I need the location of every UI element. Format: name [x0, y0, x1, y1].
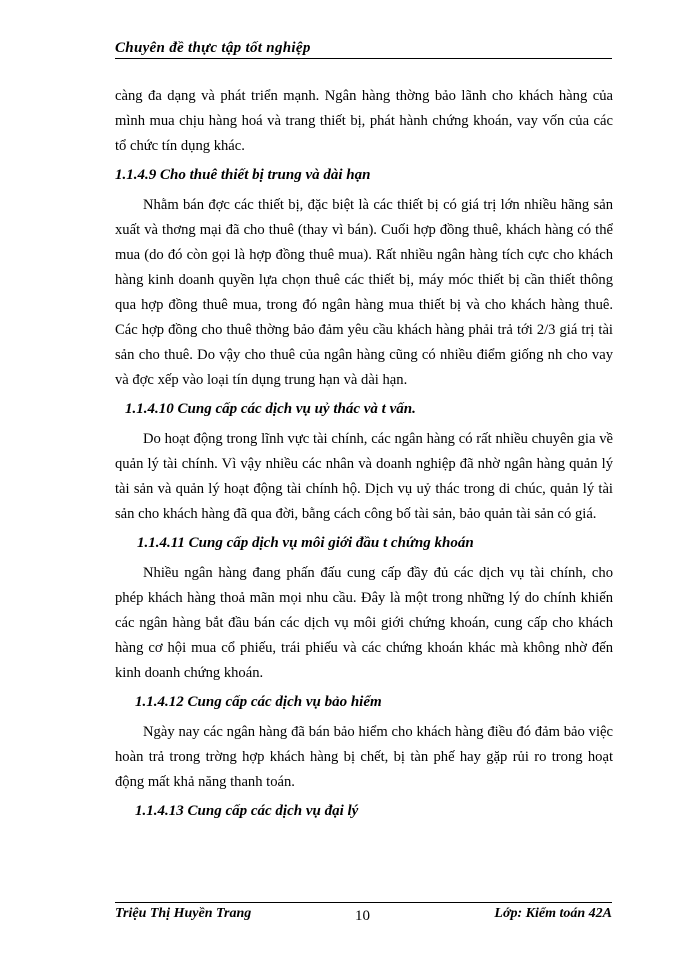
paragraph-brokerage: Nhiều ngân hàng đang phấn đấu cung cấp đầy đủ các dịch vụ tài chính, cho phép khách hàng thoả mãn mọi nhu cầu. Đây là một trong những lý do chính khiến các ngân hàng bắt đầu bán các dịch vụ môi giới chứng khoán, cung cấp cho khách hàng cơ hội mua cổ phiếu, trái phiếu và các chứng khoán khác mà không nhờ đến kinh doanh chứng khoán. — [115, 565, 613, 681]
section-heading-1-1-4-12: 1.1.4.12 Cung cấp các dịch vụ bảo hiểm — [135, 694, 382, 710]
paragraph-trust-services: Do hoạt động trong lĩnh vực tài chính, các ngân hàng có rất nhiều chuyên gia về quản lý tài chính. Vì vậy nhiều các nhân và doanh nghiệp đã nhờ ngân hàng quản lý tài sản và quản lý hoạt động tài chính hộ. Dịch vụ uỷ thác trong di chúc, quản lý tài sản cho khách hàng đã qua đời, bằng cách công bố tài sản, bảo quản tài sản có giá. — [115, 431, 613, 522]
footer-author: Triệu Thị Huyền Trang — [115, 906, 252, 921]
document-body — [115, 84, 613, 829]
section-heading-1-1-4-11: 1.1.4.11 Cung cấp dịch vụ môi giới đầu t chứng khoán — [137, 535, 474, 551]
section-heading-1-1-4-13: 1.1.4.13 Cung cấp các dịch vụ đại lý — [135, 803, 359, 819]
paragraph-continuation: càng đa dạng và phát triển mạnh. Ngân hàng thờng bảo lãnh cho khách hàng của mình mua chịu hàng hoá và trang thiết bị, phát hành chứng khoán, vay vốn của các tổ chức tín dụng khác. — [115, 88, 613, 154]
section-heading-1-1-4-9: 1.1.4.9 Cho thuê thiết bị trung và dài hạn — [115, 167, 371, 183]
page-header-title: Chuyên đề thực tập tốt nghiệp — [115, 40, 311, 56]
footer-divider — [115, 902, 612, 903]
section-heading-1-1-4-10: 1.1.4.10 Cung cấp các dịch vụ uỷ thác và t vấn. — [125, 401, 416, 417]
header-divider — [115, 58, 612, 59]
page-number: 10 — [355, 908, 370, 924]
paragraph-leasing: Nhằm bán đợc các thiết bị, đặc biệt là các thiết bị có giá trị lớn nhiều hãng sản xuất và thơng mại đã cho thuê (thay vì bán). Cuối hợp đồng thuê, khách hàng có thể mua (do đó còn gọi là hợp đồng thuê mua). Rất nhiều ngân hàng tích cực cho khách hàng kinh doanh quyền lựa chọn thuê các thiết bị, máy móc thiết bị cần thiết thông qua hợp đồng thuê mua, trong đó ngân hàng mua thiết bị và cho khách hàng thuê. Các hợp đồng cho thuê thờng bảo đảm yêu cầu khách hàng phải trả tới 2/3 giá trị tài sản cho thuê. Do vậy cho thuê của ngân hàng cũng có nhiều điểm giống nh cho vay và đợc xếp vào loại tín dụng trung hạn và dài hạn. — [115, 197, 613, 388]
paragraph-insurance: Ngày nay các ngân hàng đã bán bảo hiểm cho khách hàng điều đó đảm bảo việc hoàn trả trong trờng hợp khách hàng bị chết, bị tàn phế hay gặp rủi ro trong hoạt động mất khả năng thanh toán. — [115, 724, 613, 790]
footer-class: Lớp: Kiểm toán 42A — [494, 906, 612, 921]
